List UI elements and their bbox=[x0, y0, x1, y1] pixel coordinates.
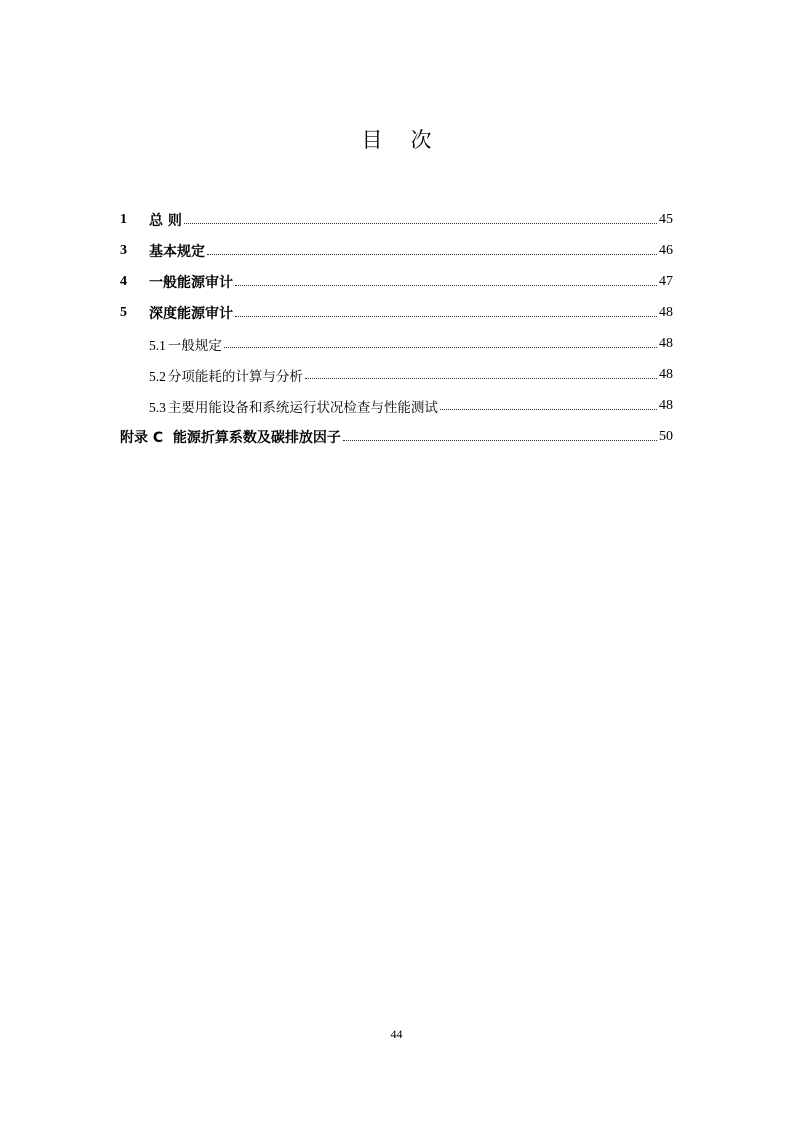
toc-number: 3 bbox=[120, 242, 127, 258]
toc-page: 48 bbox=[659, 366, 673, 382]
dot-leader bbox=[235, 284, 657, 286]
toc-page: 48 bbox=[659, 304, 673, 320]
page-number: 44 bbox=[390, 1027, 403, 1041]
toc-entry-1[interactable] bbox=[120, 204, 673, 235]
toc-label: 附录 C 能源折算系数及碳排放因子 bbox=[120, 429, 341, 446]
toc-entry-4[interactable] bbox=[120, 266, 673, 297]
toc-page: 50 bbox=[659, 428, 673, 444]
toc-entry-appendix-c[interactable] bbox=[120, 421, 673, 452]
toc-number: 5 bbox=[120, 304, 127, 320]
dot-leader bbox=[207, 253, 657, 255]
toc-subnumber: 5.1 bbox=[149, 337, 166, 353]
toc-subnumber: 5.2 bbox=[149, 368, 166, 384]
toc-label: 基本规定 bbox=[149, 243, 205, 260]
toc-label: 一般能源审计 bbox=[149, 274, 233, 291]
toc-subnumber: 5.3 bbox=[149, 399, 166, 415]
title-part-2: 次 bbox=[410, 128, 432, 152]
toc-page: 47 bbox=[659, 273, 673, 289]
toc-sublabel: 分项能耗的计算与分析 bbox=[167, 368, 303, 385]
dot-leader bbox=[224, 346, 657, 348]
toc-label: 深度能源审计 bbox=[149, 305, 233, 322]
toc-number: 1 bbox=[120, 211, 127, 227]
dot-leader bbox=[343, 439, 657, 441]
toc-entry-5[interactable] bbox=[120, 297, 673, 328]
toc-page: 45 bbox=[659, 211, 673, 227]
dot-leader bbox=[235, 315, 657, 317]
title-part-1: 目 bbox=[361, 128, 383, 152]
toc-subentry-5-2[interactable] bbox=[120, 359, 673, 390]
toc-page: 48 bbox=[659, 335, 673, 351]
toc-label: 总 则 bbox=[149, 212, 182, 229]
page-title bbox=[0, 124, 793, 154]
toc-page: 46 bbox=[659, 242, 673, 258]
table-of-contents bbox=[120, 204, 673, 452]
toc-entry-3[interactable] bbox=[120, 235, 673, 266]
dot-leader bbox=[184, 222, 657, 224]
toc-number: 4 bbox=[120, 273, 127, 289]
toc-sublabel: 主要用能设备和系统运行状况检查与性能测试 bbox=[167, 399, 438, 416]
dot-leader bbox=[440, 408, 657, 410]
dot-leader bbox=[305, 377, 657, 379]
toc-page: 48 bbox=[659, 397, 673, 413]
toc-subentry-5-1[interactable] bbox=[120, 328, 673, 359]
toc-subentry-5-3[interactable] bbox=[120, 390, 673, 421]
toc-sublabel: 一般规定 bbox=[167, 337, 222, 354]
